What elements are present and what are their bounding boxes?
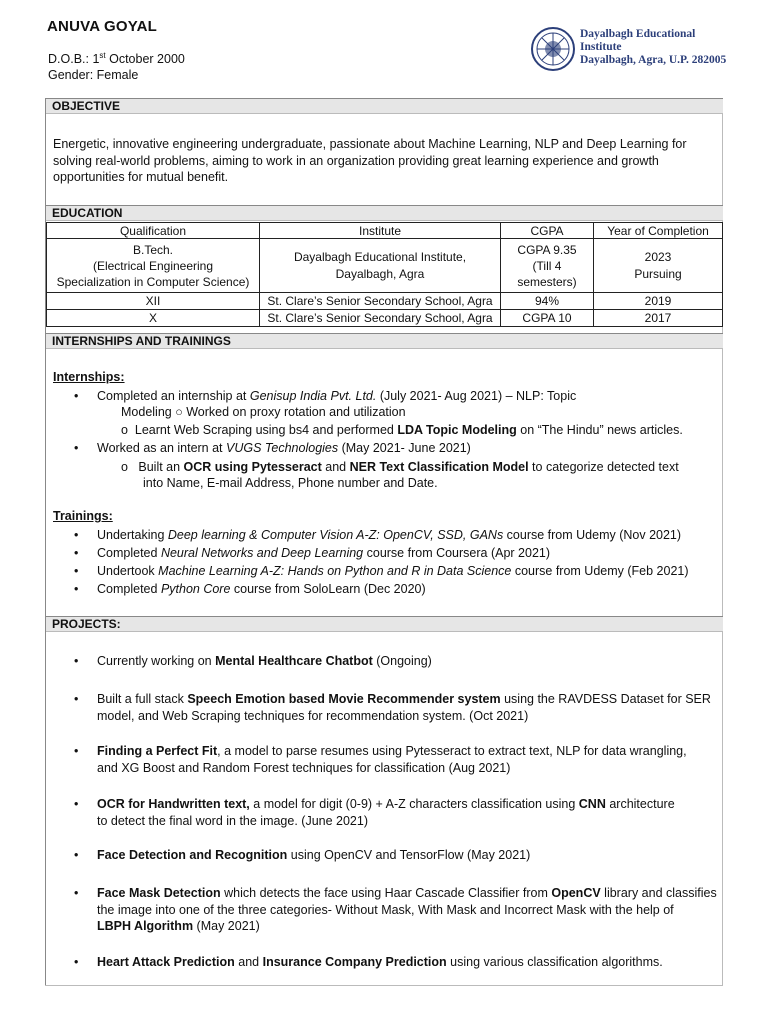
table-cell: XII (47, 293, 260, 310)
col-year: Year of Completion (594, 223, 723, 239)
table-cell: 2017 (594, 310, 723, 327)
table-row (47, 239, 723, 293)
education-heading: EDUCATION (46, 205, 723, 221)
col-qualification: Qualification (47, 223, 260, 239)
table-cell: Dayalbagh Educational Institute, Dayalbagh, Agra (260, 239, 501, 293)
internships-heading: INTERNSHIPS AND TRAININGS (46, 333, 723, 349)
objective-heading: OBJECTIVE (46, 98, 723, 114)
sub-list-item: o Built an OCR using Pytesseract and NER Text Classification Model to categorize detected text (121, 460, 679, 474)
list-item-continuation: Modeling ○ Worked on proxy rotation and utilization (121, 405, 406, 419)
col-institute: Institute (260, 223, 501, 239)
sub-list-item: o Learnt Web Scraping using bs4 and performed LDA Topic Modeling on “The Hindu” news articles. (121, 423, 683, 437)
trainings-subheading: Trainings: (53, 509, 113, 523)
projects-heading: PROJECTS: (46, 616, 723, 632)
table-cell: 2023 Pursuing (594, 239, 723, 293)
table-cell: CGPA 10 (501, 310, 594, 327)
table-cell: CGPA 9.35 (Till 4 semesters) (501, 239, 594, 293)
table-cell: X (47, 310, 260, 327)
institute-logo (530, 26, 730, 72)
internships-subheading: Internships: (53, 370, 125, 384)
frame-bottom-border (45, 985, 723, 986)
table-row (47, 310, 723, 327)
table-cell: B.Tech. (Electrical Engineering Specialization in Computer Science) (47, 239, 260, 293)
institute-seal-icon (530, 26, 576, 72)
table-cell: 2019 (594, 293, 723, 310)
education-table (46, 222, 723, 327)
table-cell: St. Clare’s Senior Secondary School, Agra (260, 293, 501, 310)
logo-line-2: Dayalbagh, Agra, U.P. 282005 (580, 54, 727, 66)
candidate-name: ANUVA GOYAL (47, 18, 157, 35)
table-cell: 94% (501, 293, 594, 310)
gender: Gender: Female (48, 68, 139, 82)
logo-line-1: Dayalbagh Educational Institute (580, 28, 696, 53)
table-row (47, 293, 723, 310)
col-cgpa: CGPA (501, 223, 594, 239)
date-of-birth: D.O.B.: 1st October 2000 (48, 51, 185, 67)
table-cell: St. Clare’s Senior Secondary School, Agra (260, 310, 501, 327)
sub-list-item-continuation: into Name, E-mail Address, Phone number and Date. (143, 476, 438, 490)
table-header-row (47, 223, 723, 239)
objective-text: Energetic, innovative engineering undergraduate, passionate about Machine Learning, NLP and Deep Learning for solving real-world problems, aiming to work in an organization providing great learning experience and growth opportunities for mutual benefit. (53, 137, 687, 184)
